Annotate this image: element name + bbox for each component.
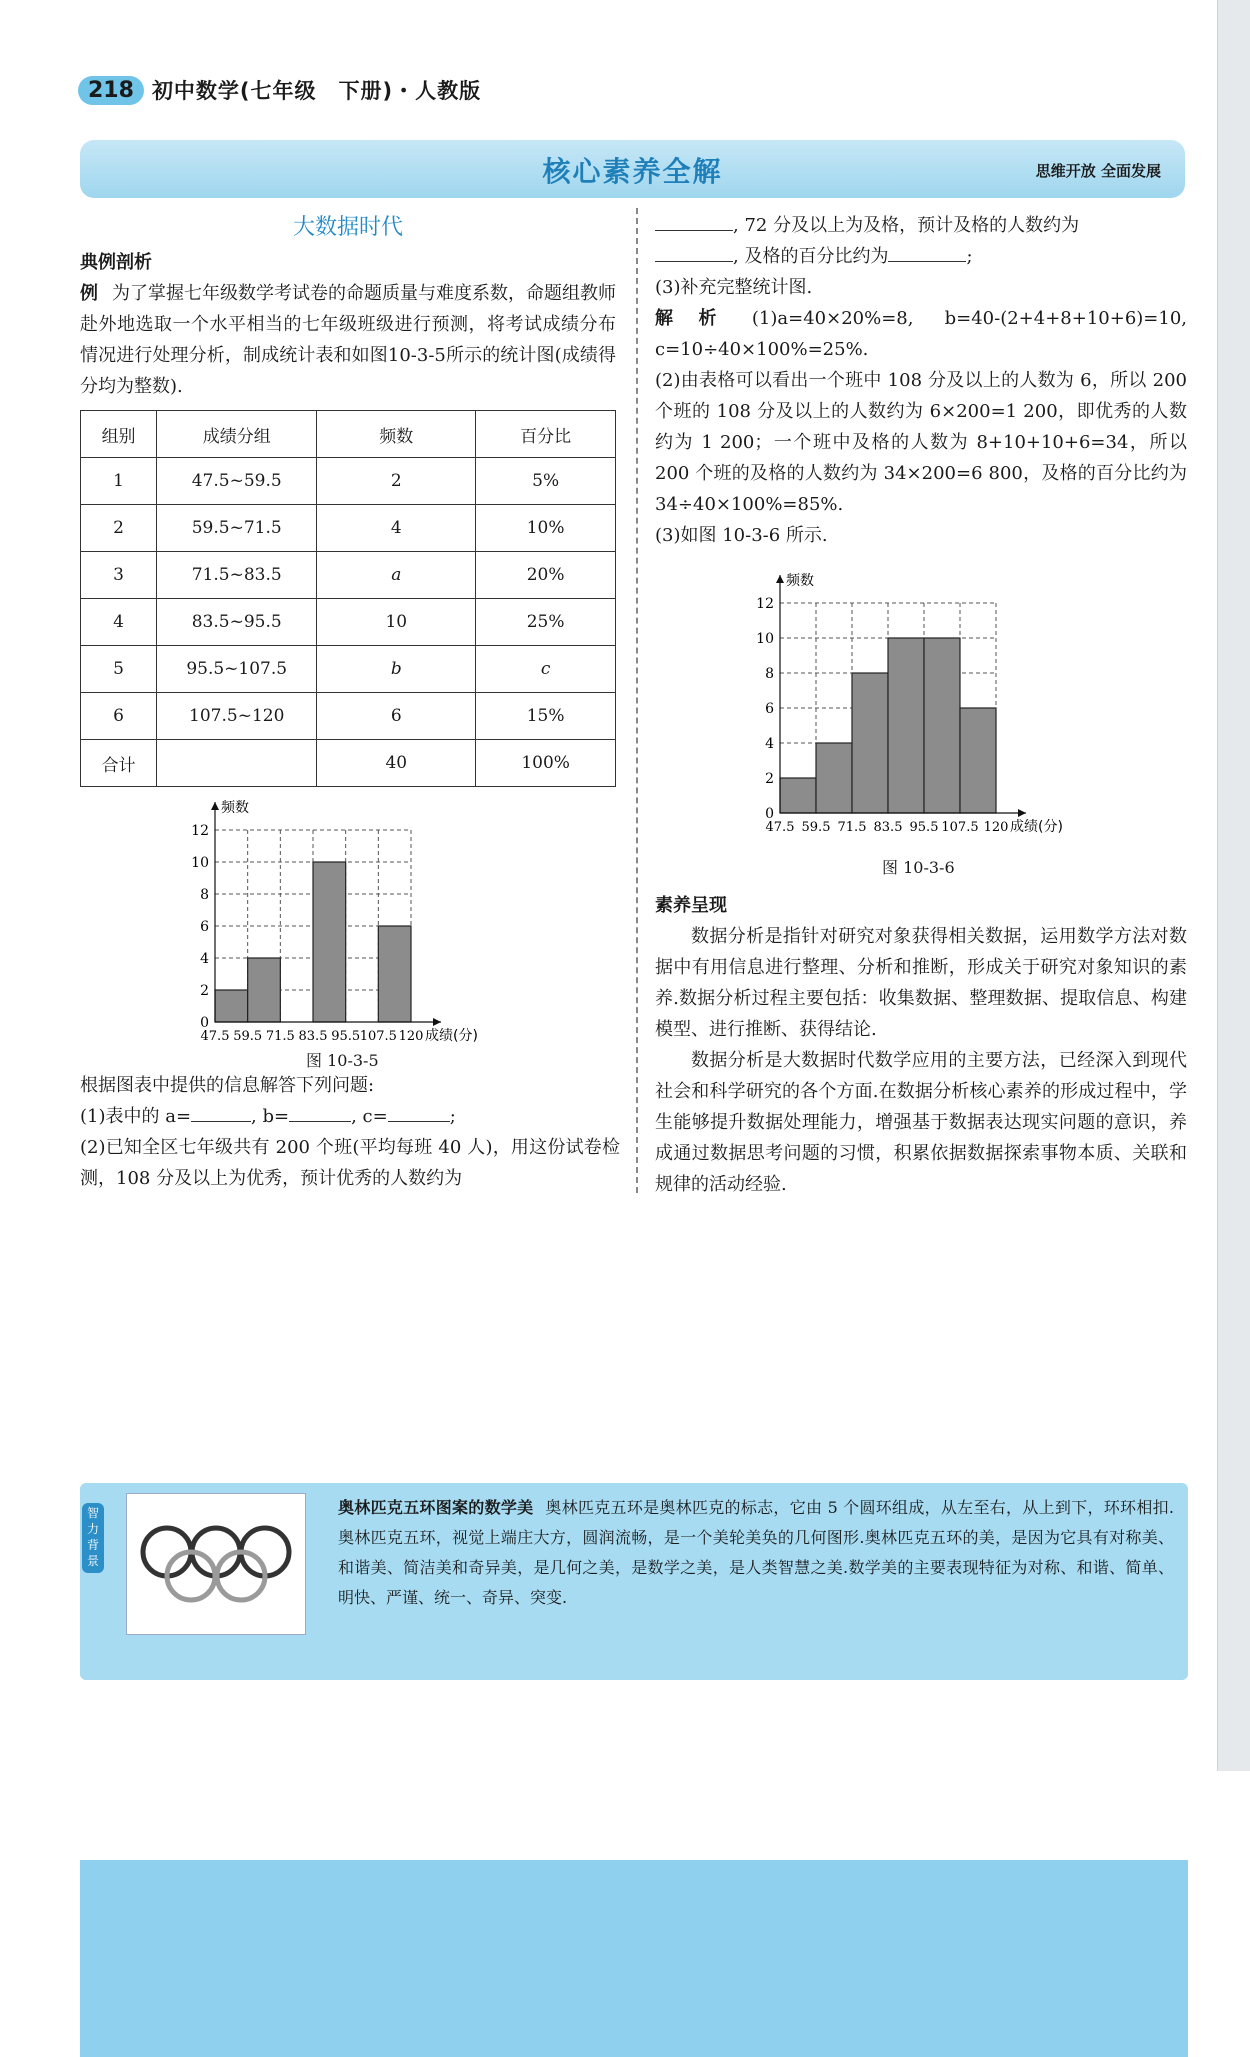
table-cell: 5 bbox=[81, 646, 157, 693]
x-axis-label: 成绩(分) bbox=[425, 1028, 478, 1044]
y-tick-label: 4 bbox=[765, 736, 774, 752]
y-tick-label: 8 bbox=[200, 887, 209, 903]
table-header-cell: 百分比 bbox=[476, 411, 616, 458]
table-row bbox=[81, 505, 616, 552]
x-tick-label: 59.5 bbox=[233, 1029, 263, 1044]
table-header-cell: 频数 bbox=[317, 411, 476, 458]
table-cell: 3 bbox=[81, 552, 157, 599]
x-tick-label: 120 bbox=[983, 820, 1009, 835]
banner-motto: 思维开放 全面发展 bbox=[1035, 162, 1161, 180]
y-tick-label: 6 bbox=[765, 701, 774, 717]
bar bbox=[378, 926, 411, 1022]
x-axis-arrow bbox=[1018, 809, 1026, 817]
table-cell: 100% bbox=[476, 740, 616, 787]
table-cell: 59.5~71.5 bbox=[157, 505, 317, 552]
section-title: 大数据时代 bbox=[292, 215, 403, 240]
table-row bbox=[81, 740, 616, 787]
page-number: 218 bbox=[78, 76, 144, 105]
table-cell: c bbox=[476, 646, 616, 693]
banner-title: 核心素养全解 bbox=[542, 155, 723, 188]
y-tick-label: 4 bbox=[200, 951, 209, 967]
table-cell: 1 bbox=[81, 458, 157, 505]
table-cell: 47.5~59.5 bbox=[157, 458, 317, 505]
table-cell: 2 bbox=[317, 458, 476, 505]
table-cell: 10 bbox=[317, 599, 476, 646]
table-row bbox=[81, 646, 616, 693]
x-tick-label: 95.5 bbox=[331, 1029, 361, 1044]
page-header bbox=[78, 70, 481, 110]
table-row bbox=[81, 552, 616, 599]
x-tick-label: 71.5 bbox=[837, 820, 867, 835]
y-axis-label: 频数 bbox=[786, 573, 814, 589]
table-cell: a bbox=[317, 552, 476, 599]
table-row bbox=[81, 599, 616, 646]
x-tick-label: 95.5 bbox=[909, 820, 939, 835]
table-cell: 20% bbox=[476, 552, 616, 599]
histogram-10-3-5 bbox=[170, 790, 530, 1050]
table-cell: b bbox=[317, 646, 476, 693]
x-tick-label: 107.5 bbox=[941, 820, 979, 835]
column-divider bbox=[636, 208, 638, 1193]
y-tick-label: 0 bbox=[200, 1015, 209, 1031]
question-intro: 根据图表中提供的信息解答下列问题: bbox=[80, 1075, 375, 1096]
bar bbox=[852, 673, 888, 813]
x-axis-arrow bbox=[433, 1018, 441, 1026]
table-cell: 40 bbox=[317, 740, 476, 787]
table-cell: 6 bbox=[317, 693, 476, 740]
table-cell bbox=[157, 740, 317, 787]
literacy-section bbox=[655, 890, 1187, 1200]
section-banner bbox=[80, 140, 1185, 198]
y-tick-label: 8 bbox=[765, 666, 774, 682]
bar bbox=[215, 990, 248, 1022]
table-cell: 5% bbox=[476, 458, 616, 505]
footer-body: 奥林匹克五环是奥林匹克的标志，它由 5 个圆环组成，从左至右，从上到下，环环相扣.奥林匹克五环，视觉上端庄大方，圆润流畅，是一个美轮美奂的几何图形.奥林匹克五环的美，是因为它具有对称美、和谐美、简洁美和奇异美，是几何之美，是数学之美，是人类智慧之美.数学美的主要表现特征为对称、和谐、简单、明快、严谨、统一、奇异、突变. bbox=[338, 1498, 1174, 1607]
table-header-cell: 成绩分组 bbox=[157, 411, 317, 458]
answer-blank-c[interactable] bbox=[388, 1121, 450, 1122]
y-tick-label: 10 bbox=[191, 855, 209, 871]
book-title: 初中数学(七年级 下册)・人教版 bbox=[151, 79, 482, 103]
chart-caption-2: 图 10-3-6 bbox=[882, 858, 955, 877]
table-row bbox=[81, 458, 616, 505]
literacy-title: 素养呈现 bbox=[655, 895, 727, 916]
table-cell: 10% bbox=[476, 505, 616, 552]
y-tick-label: 2 bbox=[765, 771, 774, 787]
literacy-paragraph-1: 数据分析是指针对研究对象获得相关数据，运用数学方法对数据中有用信息进行整理、分析和推断，形成关于研究对象知识的素养.数据分析过程主要包括：收集数据、整理数据、提取信息、构建模型、进行推断、获得结论. bbox=[655, 926, 1187, 1040]
analysis-2: (2)由表格可以看出一个班中 108 分及以上的人数为 6，所以 200 个班的 108 分及以上的人数约为 6×200=1 200，即优秀的人数约为 1 200；一个班中及格的人数为 8+10+10+6=34，所以 200 个班的及格的人数约为 34×200=6 800，及格的百分比约为 34÷40×100%=85%. bbox=[655, 370, 1187, 515]
y-tick-label: 12 bbox=[756, 596, 774, 612]
table-cell: 合计 bbox=[81, 740, 157, 787]
example-label: 例 bbox=[80, 283, 98, 304]
y-tick-label: 0 bbox=[765, 806, 774, 822]
frequency-table bbox=[80, 410, 616, 787]
answer-blank-excellent[interactable] bbox=[655, 230, 733, 231]
answer-blank-b[interactable] bbox=[289, 1121, 351, 1122]
y-axis-arrow bbox=[211, 802, 219, 810]
analysis-label: 解析 bbox=[655, 308, 742, 329]
side-tag: 智力背景 bbox=[82, 1503, 104, 1573]
table-cell: 95.5~107.5 bbox=[157, 646, 317, 693]
analysis-1: 解析 (1)a=40×20%=8, b=40-(2+4+8+10+6)=10, c=10÷40×100%=25%. bbox=[655, 308, 1188, 360]
bar bbox=[313, 862, 346, 1022]
x-tick-label: 120 bbox=[398, 1029, 424, 1044]
table-cell: 83.5~95.5 bbox=[157, 599, 317, 646]
table-header-row bbox=[81, 411, 616, 458]
table-cell: 6 bbox=[81, 693, 157, 740]
table-cell: 2 bbox=[81, 505, 157, 552]
table-row bbox=[81, 693, 616, 740]
x-tick-label: 47.5 bbox=[765, 820, 795, 835]
questions bbox=[80, 1070, 620, 1194]
y-tick-label: 6 bbox=[200, 919, 209, 935]
y-tick-label: 12 bbox=[191, 823, 209, 839]
sub-heading: 典例剖析 bbox=[80, 252, 152, 273]
bar bbox=[780, 778, 816, 813]
left-column bbox=[80, 212, 616, 402]
x-tick-label: 107.5 bbox=[359, 1029, 397, 1044]
analysis-3: (3)如图 10-3-6 所示. bbox=[655, 525, 828, 546]
olympic-rings-image bbox=[126, 1493, 306, 1635]
question-3: (3)补充完整统计图. bbox=[655, 277, 813, 298]
x-axis-label: 成绩(分) bbox=[1010, 819, 1063, 835]
bar bbox=[816, 743, 852, 813]
table-header-cell: 组别 bbox=[81, 411, 157, 458]
y-axis-label: 频数 bbox=[221, 800, 249, 816]
olympic-rings-icon bbox=[127, 1494, 305, 1634]
chart-caption-1: 图 10-3-5 bbox=[306, 1051, 379, 1070]
bar bbox=[888, 638, 924, 813]
footer-text bbox=[338, 1493, 1174, 1613]
x-tick-label: 59.5 bbox=[801, 820, 831, 835]
right-column bbox=[655, 210, 1187, 551]
table-cell: 25% bbox=[476, 599, 616, 646]
question-2: (2)已知全区七年级共有 200 个班(平均每班 40 人)，用这份试卷检测，108 分及以上为优秀，预计优秀的人数约为 bbox=[80, 1137, 620, 1189]
answer-blank-pass-count[interactable] bbox=[655, 261, 733, 262]
x-tick-label: 83.5 bbox=[298, 1029, 328, 1044]
question-1: (1)表中的 a= , b= , c= ; bbox=[80, 1106, 456, 1127]
question-2-continued: , 72 分及以上为及格，预计及格的人数约为 bbox=[655, 210, 1187, 241]
footer-title: 奥林匹克五环图案的数学美 bbox=[338, 1498, 534, 1517]
y-axis-arrow bbox=[776, 575, 784, 583]
y-tick-label: 2 bbox=[200, 983, 209, 999]
question-2-continued-2: , 及格的百分比约为 ; bbox=[655, 241, 1187, 272]
example-paragraph bbox=[80, 278, 616, 402]
bar bbox=[248, 958, 281, 1022]
table-cell: 71.5~83.5 bbox=[157, 552, 317, 599]
x-tick-label: 83.5 bbox=[873, 820, 903, 835]
table-cell: 4 bbox=[81, 599, 157, 646]
histogram-10-3-6 bbox=[735, 555, 1115, 845]
footer-box bbox=[80, 1860, 1188, 2057]
table-cell: 107.5~120 bbox=[157, 693, 317, 740]
answer-blank-pass-rate[interactable] bbox=[888, 261, 966, 262]
page-edge bbox=[1217, 0, 1250, 1771]
y-tick-label: 10 bbox=[756, 631, 774, 647]
example-text: 为了掌握七年级数学考试卷的命题质量与难度系数，命题组教师赴外地选取一个水平相当的七年级班级进行预测，将考试成绩分布情况进行处理分析，制成统计表和如图10-3-5所示的统计图(成绩得分均为整数). bbox=[80, 283, 616, 397]
x-tick-label: 47.5 bbox=[200, 1029, 230, 1044]
table-cell: 15% bbox=[476, 693, 616, 740]
background-footer bbox=[80, 1483, 1188, 1680]
bar bbox=[960, 708, 996, 813]
answer-blank-a[interactable] bbox=[191, 1121, 251, 1122]
x-tick-label: 71.5 bbox=[265, 1029, 295, 1044]
table-cell: 4 bbox=[317, 505, 476, 552]
bar bbox=[924, 638, 960, 813]
literacy-paragraph-2: 数据分析是大数据时代数学应用的主要方法，已经深入到现代社会和科学研究的各个方面.在数据分析核心素养的形成过程中，学生能够提升数据处理能力，增强基于数据表达现实问题的意识，养成通过数据思考问题的习惯，积累依据数据探索事物本质、关联和规律的活动经验. bbox=[655, 1050, 1187, 1195]
